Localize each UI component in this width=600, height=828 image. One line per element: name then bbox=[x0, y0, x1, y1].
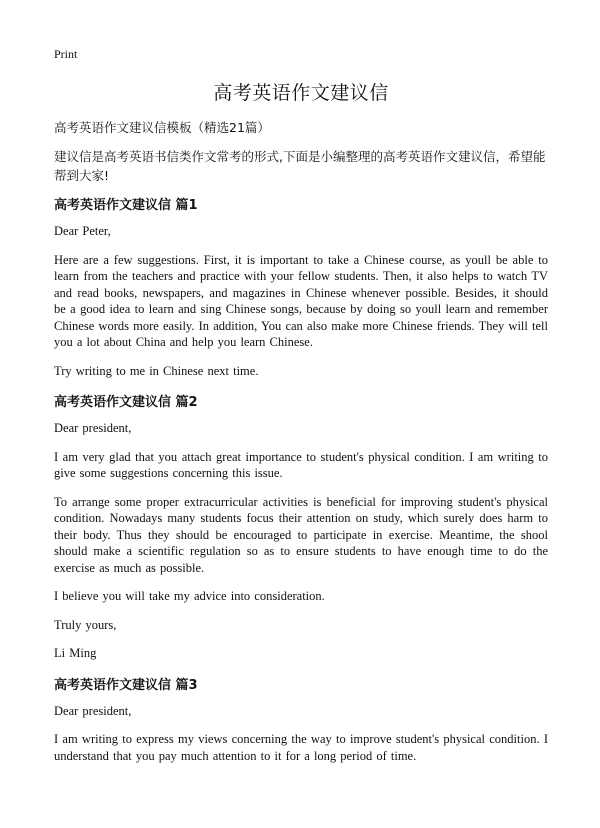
letter-paragraph: I am writing to express my views concerning the way to improve student's physical condition. I understand that you pay much attention to it for a long period of time. bbox=[54, 732, 548, 763]
document-body bbox=[54, 78, 548, 776]
page-title: 高考英语作文建议信 bbox=[213, 82, 389, 104]
section-heading-1: 高考英语作文建议信 篇1 bbox=[54, 198, 198, 213]
letter-paragraph: To arrange some proper extracurricular activities is beneficial for improving student's physical condition. Nowadays many students focus their attention on study, which surely does harm to their body. Thus they should be encouraged to participate in exercise. Meantime, the shool should make a scientific regulation so as to ensure students to have enough time to do the exercise as much as possible. bbox=[54, 494, 548, 575]
letter-paragraph: I am very glad that you attach great importance to student's physical condition. I am writing to give some suggestions concerning this issue. bbox=[54, 449, 548, 480]
document-subtitle: 高考英语作文建议信模板（精选21篇） bbox=[54, 120, 270, 135]
letter-closing: Truly yours, bbox=[54, 617, 117, 632]
section-heading-2: 高考英语作文建议信 篇2 bbox=[54, 395, 198, 410]
print-link[interactable]: Print bbox=[54, 47, 78, 61]
letter-paragraph: I believe you will take my advice into consideration. bbox=[54, 589, 325, 603]
intro-paragraph: 建议信是高考英语书信类作文常考的形式,下面是小编整理的高考英语作文建议信，希望能帮到大家! bbox=[54, 149, 546, 183]
letter-paragraph: Here are a few suggestions. First, it is important to take a Chinese course, as youll be able to learn from the teachers and practice with your fellow students. Then, it also helps to watch TV and read books, newspapers, and magazines in Chinese whenever possible. Besides, it should be a good idea to learn and sing Chinese songs, because by doing so youll learn and remember Chinese words more easily. In addition, You can also make more Chinese friends. They will tell you a lot about China and help you learn Chinese. bbox=[54, 252, 548, 349]
letter-signature: Li Ming bbox=[54, 646, 97, 660]
letter-salutation: Dear president, bbox=[54, 703, 132, 718]
section-heading-3: 高考英语作文建议信 篇3 bbox=[54, 677, 198, 693]
letter-paragraph: Try writing to me in Chinese next time. bbox=[54, 363, 259, 378]
letter-salutation: Dear president, bbox=[54, 421, 132, 435]
letter-salutation: Dear Peter, bbox=[54, 224, 111, 238]
